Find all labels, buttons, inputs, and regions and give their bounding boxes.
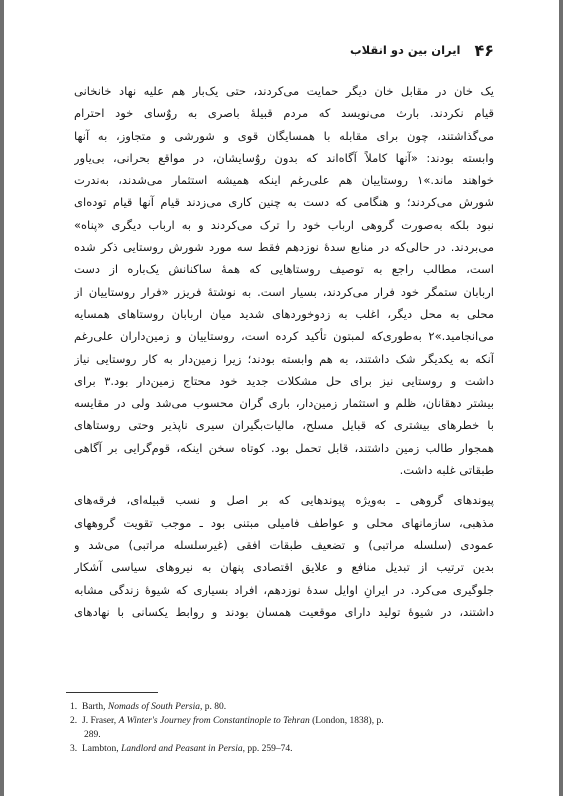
footnote-number: 2. — [70, 716, 78, 726]
footnote-rule — [66, 692, 158, 693]
book-page — [4, 0, 559, 796]
text-line: داشتند، در شیوهٔ تولید دارای موقعیت همسان بودند و روابط یکسانی با نهادهای — [74, 604, 494, 619]
text-line: بیشتر دهقانان، ظلم و استثمار زمین‌دار، باری گران محسوب می‌شد ولی در مقایسه — [74, 396, 494, 411]
footnote — [70, 714, 510, 728]
paragraph — [74, 489, 494, 623]
text-line: پیوندهای گروهی ـ به‌ویژه پیوندهایی که بر اصل و نسب قبیله‌ای، فرقه‌های — [74, 493, 494, 508]
text-line: داشت و روستایی نیز برای حل مشکلات جدید خود محتاج زمین‌دار بود.۳ برای — [74, 373, 494, 388]
text-line: نبود بلکه به‌صورت گروهی ارباب خود را ترک می‌کردند و به ارباب دیگری «پناه» — [74, 217, 494, 232]
footnote-author: Lambton, — [82, 744, 122, 754]
text-line: قیام نکردند. بارث می‌نویسد که مردم قبیلهٔ باصری به روٌسای خود احترام — [74, 106, 494, 121]
footnote-number: 3. — [70, 744, 78, 754]
footnote — [70, 700, 510, 714]
footnote — [70, 742, 510, 756]
page-number: ۴۶ — [474, 40, 494, 60]
text-line: شورش می‌کردند؛ و هنگامی که دست به چنین کاری می‌زدند قیام آنها قیام توده‌ای — [74, 195, 494, 210]
footnotes — [70, 700, 510, 756]
footnote-details: (London, 1838), p. — [309, 716, 384, 726]
text-line: عمودی (سلسله مراتبی) و تضعیف طبقات افقی (غیرسلسله مراتبی) می‌شد و — [74, 537, 494, 552]
footnote-title: A Winter's Journey from Constantinople to Tehran — [118, 716, 310, 726]
text-line: همجوار طالب زمین داشتند، قابل تحمل بود. کوتاه سخن اینکه، قوم‌گرایی بر آگاهی — [74, 440, 494, 455]
page-header — [74, 38, 494, 62]
footnote-title: Nomads of South Persia — [107, 702, 200, 712]
text-line: وابسته بودند: «آنها کاملاً آگاه‌اند که بدون روٌسایشان، در مواقع بحرانی، بی‌یاور — [74, 150, 494, 165]
footnote-number: 1. — [70, 702, 78, 712]
text-line: بدین ترتیب از تبدیل منافع و علایق اقتصادی پنهان به نیروهای سیاسی آشکار — [74, 560, 494, 575]
body-text — [74, 80, 494, 623]
footnote-author: J. Fraser, — [82, 716, 119, 726]
text-line: محلی به محل دیگر، اغلب به زدوخوردهای شدید میان اربابان روستاهای همسایه — [74, 306, 494, 321]
text-line: با خطرهای بیشتری که قبایل مسلح، مالیات‌بگیران سیری ناپذیر وحتی روستاهای — [74, 418, 494, 433]
text-line: جلوگیری می‌کرد. در ایرانِ اوایل سدهٔ نوزدهم، افراد بسیاری که شیوهٔ زندگی مشابه — [74, 582, 494, 597]
page-edge-right — [559, 0, 563, 796]
text-line: آنکه به یکدیگر شک داشتند، به هم وابسته بودند؛ زیرا زمین‌دار به کار روستایی نیاز — [74, 351, 494, 366]
text-line: می‌انجامید.»۲ به‌طوری‌که لمبتون تأکید کرده است، روستاییان و زمین‌داران علی‌رغم — [74, 329, 494, 344]
text-line: اربابان ستمگر خود فرار می‌کردند، بسیار است. به نوشتهٔ فریزر «فرار روستاییان از — [74, 284, 494, 299]
text-line: می‌گذاشتند، چون برای مقابله با همسایگان قوی و شورشی و متجاوز، به آنها — [74, 128, 494, 143]
paragraph — [74, 80, 494, 481]
text-line: مذهبی، سازمانهای محلی و عواطف فامیلی مبتنی بود ـ موجب تقویت گروههای — [74, 515, 494, 530]
text-line: خواهند ماند.»۱ روستاییان هم علی‌رغم اینکه همیشه استثمار می‌شدند، به‌ندرت — [74, 173, 494, 188]
text-line: یک خان در مقابل خان دیگر حمایت می‌کردند، حتی یک‌بار هم علیه نهاد خانخانی — [74, 84, 494, 98]
footnote-details: , pp. 259–74. — [242, 744, 293, 754]
footnote-continuation: 289. — [84, 730, 101, 740]
text-line: است، مطالب راجع به توصیف روستاهایی که همهٔ ساکنانش یک‌باره از دست — [74, 262, 494, 277]
footnote-author: Barth, — [82, 702, 108, 712]
footnote-details: , p. 80. — [199, 702, 227, 712]
footnote-title: Landlord and Peasant in Persia — [121, 744, 243, 754]
paragraph-gap — [74, 481, 494, 489]
running-title: ایران بین دو انقلاب — [350, 43, 461, 57]
text-line: طبقاتی غلبه داشت. — [399, 463, 494, 478]
text-line: می‌بردند. در حالی‌که در منابع سدهٔ نوزدهم فقط سه مورد شورش روستایی ذکر شده — [74, 240, 494, 255]
